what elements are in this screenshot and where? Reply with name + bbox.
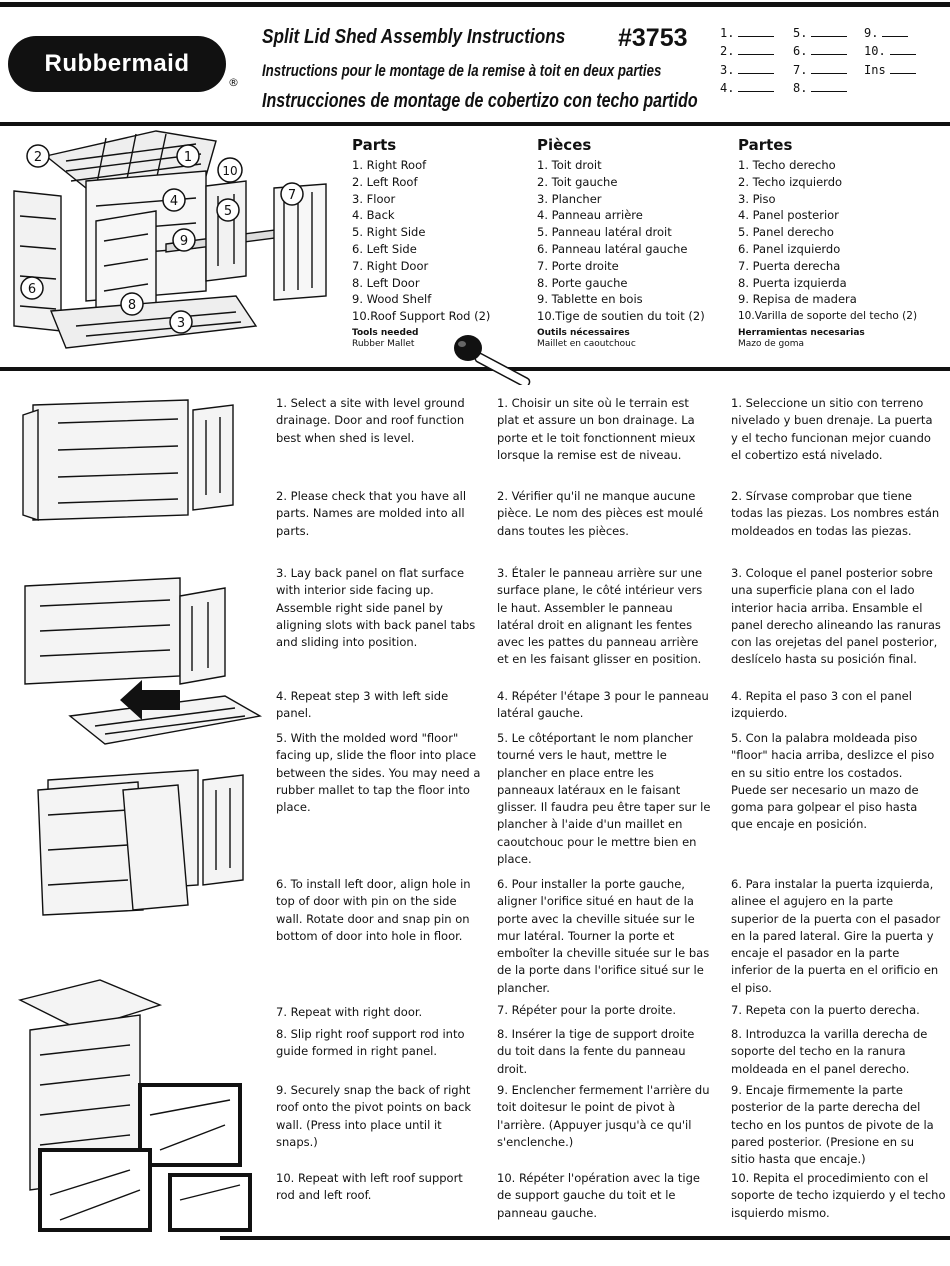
step-fr-7: 7. Répéter pour la porte droite. [497,1003,676,1017]
step-en-4: 4. Repeat step 3 with left side panel. [276,689,449,721]
step-fr-1: 1. Choisir un site où le terrain est plat et assure un bon drainage. La porte et le toit fonctionnent mieux lorsque la remise est de niveau. [497,396,696,462]
step-fr-5: 5. Le côtéportant le nom plancher tourné vers le haut, mettre le plancher en place entre les panneaux latéraux en le faisant glisser. Il faudra peu être taper sur le plancher à l'aide d'un maillet en caoutchouc pour le mettre bien en place. [497,731,711,867]
step-fr-6: 6. Pour installer la porte gauche, aligner l'orifice situé en haut de la porte avec la cheville située sur le mur latéral. Tourner la porte et emboîter la cheville située sur le bas de la porte dans l'orifice situé sur le plancher. [497,877,710,995]
step-en-8: 8. Slip right roof support rod into guide formed in right panel. [276,1027,465,1059]
part-item: 8. Left Door [352,275,420,290]
parts-heading: Pièces [537,136,592,154]
step-es-7: 7. Repeta con la puerto derecha. [731,1003,920,1017]
checklist-item: 7. [793,63,847,77]
step-en-7: 7. Repeat with right door. [276,1005,423,1019]
step-en-9: 9. Securely snap the back of right roof onto the pivot points on back wall. (Press into place until it snaps.) [276,1083,472,1149]
part-item: 4. Panel posterior [738,208,839,223]
callout-10 [218,158,242,182]
step-back-side-illustration [18,395,243,525]
callout-9 [173,229,195,251]
part-item: 6. Panel izquierdo [738,241,841,256]
callout-7 [281,183,303,205]
svg-text:7: 7 [287,188,297,203]
part-item: 10.Roof Support Rod (2) [352,309,491,324]
part-item: 10.Varilla de soporte del techo (2) [738,310,918,323]
svg-text:2: 2 [33,150,43,165]
part-item: 2. Left Roof [352,174,418,189]
step-es-2: 2. Sírvase comprobar que tiene todas las piezas. Los nombres están moldeados en todas las piezas. [731,489,940,538]
part-item: 9. Tablette en bois [537,292,643,307]
svg-text:5: 5 [223,204,233,219]
tools-label: Outils nécessaires [537,327,630,338]
tools-label: Tools needed [352,327,419,338]
checklist-item: Ins [864,63,916,77]
step-floor-slide-illustration [10,566,265,751]
callout-5 [217,199,239,221]
part-item: 2. Techo izquierdo [738,174,843,189]
part-item: 7. Puerta derecha [738,258,841,273]
part-item: 3. Floor [352,191,396,206]
part-item: 4. Back [352,208,395,223]
tools-item: Mazo de goma [738,338,804,349]
tools-needed [738,328,948,350]
svg-text:4: 4 [169,194,179,209]
tools-item: Maillet en caoutchouc [537,338,636,349]
step-fr-4: 4. Répéter l'étape 3 pour le panneau latéral gauche. [497,689,709,721]
step-fr-9: 9. Enclencher fermement l'arrière du toit doitesur le point de pivot à l'arrière. (Appuyer jusqu'à ce qu'il s'enclenche.) [497,1083,710,1149]
step-en-5: 5. With the molded word "floor" facing up, slide the floor into place between the sides. You may need a rubber mallet to tap the floor into place. [276,731,481,815]
part-item: 7. Right Door [352,258,429,273]
part-item: 1. Right Roof [352,158,427,172]
checklist-item: 10. [864,44,916,58]
svg-text:10: 10 [222,164,238,178]
callout-1 [177,145,199,167]
step-es-3: 3. Coloque el panel posterior sobre una superficie plana con el lado interior hacia arriba. Ensamble el panel derecho alineando las ranuras con las orejetas del panel posterior, deslícelo hasta su posición final. [731,566,941,667]
checklist-item: 1. [720,26,774,40]
step-es-8: 8. Introduzca la varilla derecha de soporte del techo en la ranura moldeada en el panel derecho. [731,1027,928,1076]
step-en-10: 10. Repeat with left roof support rod and left roof. [276,1171,463,1203]
part-item: 1. Techo derecho [738,158,836,172]
callout-2 [27,145,49,167]
step-es-5: 5. Con la palabra moldeada piso "floor" hacia arriba, deslizce el piso en su sitio entre los costados. Puede ser necesario un mazo de goma para golpear el piso hasta que encaje en posición. [731,731,935,832]
parts-list-spanish [738,138,948,350]
title-spanish: Instrucciones de montage de cobertizo con techo partido [262,90,698,112]
part-item: 5. Panneau latéral droit [537,225,672,240]
callout-3 [170,311,192,333]
step-en-6: 6. To install left door, align hole in top of door with pin on the side wall. Rotate door and snap pin on bottom of door into hole in floor. [276,877,471,943]
checklist-item: 3. [720,63,774,77]
step-roof-illustration [10,975,260,1235]
title-english: Split Lid Shed Assembly Instructions [262,26,566,48]
tools-needed [537,328,727,350]
checklist-item: 2. [720,44,774,58]
step-es-9: 9. Encaje firmemente la parte posterior de la parte derecha del techo en los puntos de pivote de la pared posterior. (Presione en su sitio hasta que encaje.) [731,1083,934,1167]
bottom-rule [220,1236,950,1240]
step-fr-2: 2. Vérifier qu'il ne manque aucune pièce. Le nom des pièces est moulé dans toutes les pièces. [497,489,704,538]
step-es-10: 10. Repita el procedimiento con el soporte de techo izquierdo y el techo isquierdo mismo. [731,1171,946,1220]
step-fr-10: 10. Répéter l'opération avec la tige de support gauche du toit et le panneau gauche. [497,1171,700,1220]
svg-text:6: 6 [27,282,37,297]
parts-heading: Partes [738,136,793,154]
callout-4 [163,189,185,211]
part-item: 1. Toit droit [537,158,602,172]
checklist-item: 9. [864,26,908,40]
checklist-item: 8. [793,81,847,95]
step-es-4: 4. Repita el paso 3 con el panel izquierdo. [731,689,912,721]
title-french: Instructions pour le montage de la remise à toit en deux parties [262,61,662,80]
step-en-1: 1. Select a site with level ground drainage. Door and roof function best when shed is level. [276,396,465,445]
exploded-parts-illustration [6,126,346,364]
svg-text:3: 3 [176,316,186,331]
tools-label: Herramientas necesarias [738,327,865,338]
step-doors-illustration [28,760,253,920]
step-en-3: 3. Lay back panel on flat surface with interior side facing up. Assemble right side panel by aligning slots with back panel tabs and sliding into position. [276,566,476,650]
part-item: 2. Toit gauche [537,174,618,189]
parts-list-english [352,138,522,350]
brand-name: Rubbermaid [44,50,190,77]
part-item: 9. Wood Shelf [352,292,432,307]
parts-list-french [537,138,727,350]
part-item: 3. Plancher [537,191,602,206]
svg-text:8: 8 [127,298,137,313]
rubber-mallet-icon [448,330,543,385]
part-item: 10.Tige de soutien du toit (2) [537,309,705,324]
callout-6 [21,277,43,299]
checklist-item: 4. [720,81,774,95]
part-item: 7. Porte droite [537,258,619,273]
registered-mark: ® [228,76,239,89]
part-item: 8. Puerta izquierda [738,275,847,290]
rubbermaid-logo [8,36,226,92]
top-rule [0,2,950,7]
parts-heading: Parts [352,136,397,154]
model-number: #3753 [618,24,688,52]
part-item: 8. Porte gauche [537,275,628,290]
part-item: 6. Panneau latéral gauche [537,241,688,256]
step-fr-3: 3. Étaler le panneau arrière sur une surface plane, le côté intérieur vers le haut. Assembler le panneau latéral droit en alignant les fentes avec les pattes du panneau arrière et en les faisant glisser en position. [497,566,703,667]
tools-item: Rubber Mallet [352,338,415,349]
svg-text:9: 9 [179,234,189,249]
part-item: 4. Panneau arrière [537,208,643,223]
part-item: 3. Piso [738,191,776,206]
part-item: 9. Repisa de madera [738,292,857,307]
step-es-1: 1. Seleccione un sitio con terreno nivelado y buen drenaje. La puerta y el techo funcionan mejor cuando el cobertizo está nivelado. [731,396,933,462]
checklist-item: 6. [793,44,847,58]
svg-text:1: 1 [183,150,193,165]
step-fr-8: 8. Insérer la tige de support droite du toit dans la fente du panneau droit. [497,1027,695,1076]
part-item: 5. Panel derecho [738,225,834,240]
callout-8 [121,293,143,315]
step-es-6: 6. Para instalar la puerta izquierda, alinee el agujero en la parte superior de la puerta con el pasador en la pared lateral. Gire la puerta y encaje el pasador en la parte inferior de la puerta en el orificio en el piso. [731,877,941,995]
part-item: 6. Left Side [352,241,417,256]
step-en-2: 2. Please check that you have all parts. Names are molded into all parts. [276,489,467,538]
checklist-item: 5. [793,26,847,40]
part-item: 5. Right Side [352,225,426,240]
